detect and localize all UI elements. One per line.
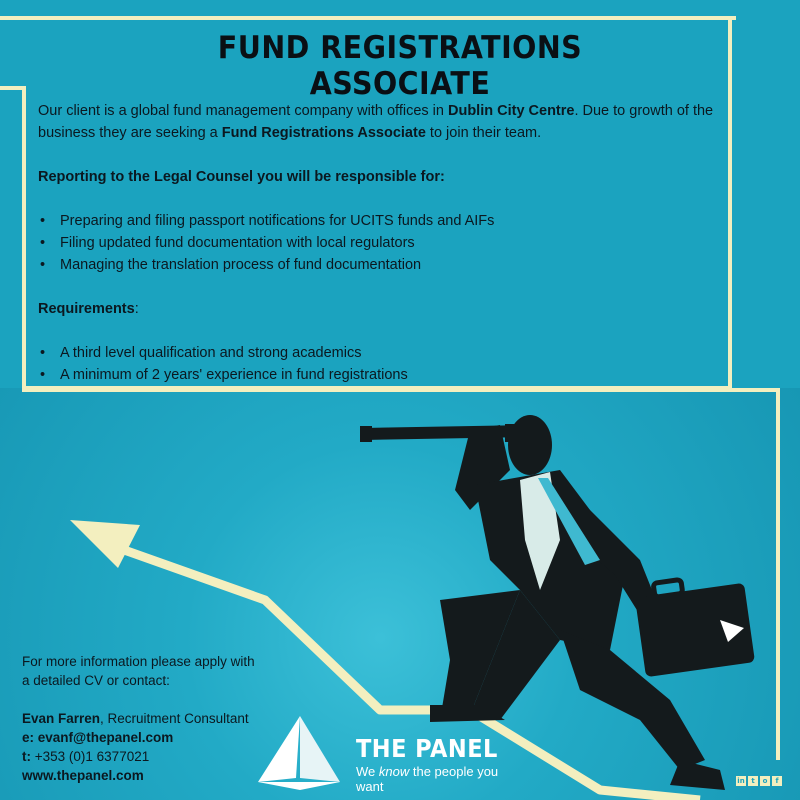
- intro-text-2: . Due to growth of the business they are seeking a: [38, 103, 714, 141]
- responsibilities-heading: [38, 166, 758, 188]
- responsibilities-list: [38, 210, 758, 276]
- requirements-heading-suffix: :: [134, 301, 139, 317]
- requirements-heading: [38, 298, 758, 320]
- twitter-icon[interactable]: t: [748, 776, 758, 786]
- email-label: e:: [22, 730, 35, 745]
- linkedin-icon[interactable]: in: [737, 777, 745, 785]
- phone-number: +353 (0)1 6377021: [31, 749, 150, 764]
- list-item: • Managing the translation process of fund documentation: [38, 254, 758, 276]
- list-item: • A third level qualification and strong academics: [38, 342, 758, 364]
- list-item: • A minimum of 2 years' experience in fund registrations: [38, 364, 758, 386]
- tagline-part-2: know: [378, 764, 410, 779]
- social-icons: [736, 776, 782, 786]
- tagline-part-3: the people you want: [356, 764, 499, 794]
- contact-name-line: [22, 709, 292, 728]
- list-item: • Preparing and filing passport notifications for UCITS funds and AIFs: [38, 210, 758, 232]
- contact-block: [22, 652, 292, 785]
- contact-phone-line: [22, 747, 292, 766]
- contact-line-2: a detailed CV or contact:: [22, 673, 170, 688]
- growth-arrow-head: [70, 520, 140, 568]
- logo-name: THE PANEL: [356, 734, 498, 763]
- intro-text: Our client is a global fund management company with offices in: [38, 103, 448, 119]
- instagram-icon[interactable]: o: [760, 776, 770, 786]
- requirements-list: [38, 342, 758, 386]
- intro-text-3: to join their team.: [425, 125, 542, 141]
- list-item: • Filing updated fund documentation with local regulators: [38, 232, 758, 254]
- intro-location: Dublin City Centre: [447, 103, 575, 119]
- phone-label: t:: [22, 749, 31, 764]
- contact-email-line[interactable]: [22, 728, 292, 747]
- website-link[interactable]: [22, 766, 292, 785]
- contact-line-1: For more information please apply with: [22, 654, 255, 669]
- website-text[interactable]: www.thepanel.com: [22, 768, 144, 783]
- job-description: [38, 100, 758, 408]
- tagline-part-1: We: [356, 764, 379, 779]
- intro-paragraph: [38, 100, 758, 144]
- requirements-heading-text: Requirements: [38, 301, 135, 317]
- contact-name: Evan Farren: [22, 711, 101, 726]
- page-title: FUND REGISTRATIONS ASSOCIATE: [217, 30, 583, 102]
- contact-role: , Recruitment Consultant: [100, 711, 249, 726]
- facebook-icon[interactable]: f: [772, 776, 782, 786]
- logo-tagline: [356, 764, 516, 794]
- responsibilities-heading-text: Reporting to the Legal Counsel you will be responsible for:: [38, 169, 445, 185]
- the-panel-logo: [256, 712, 516, 794]
- email-link[interactable]: evanf@thepanel.com: [34, 730, 174, 745]
- intro-role: Fund Registrations Associate: [221, 125, 426, 141]
